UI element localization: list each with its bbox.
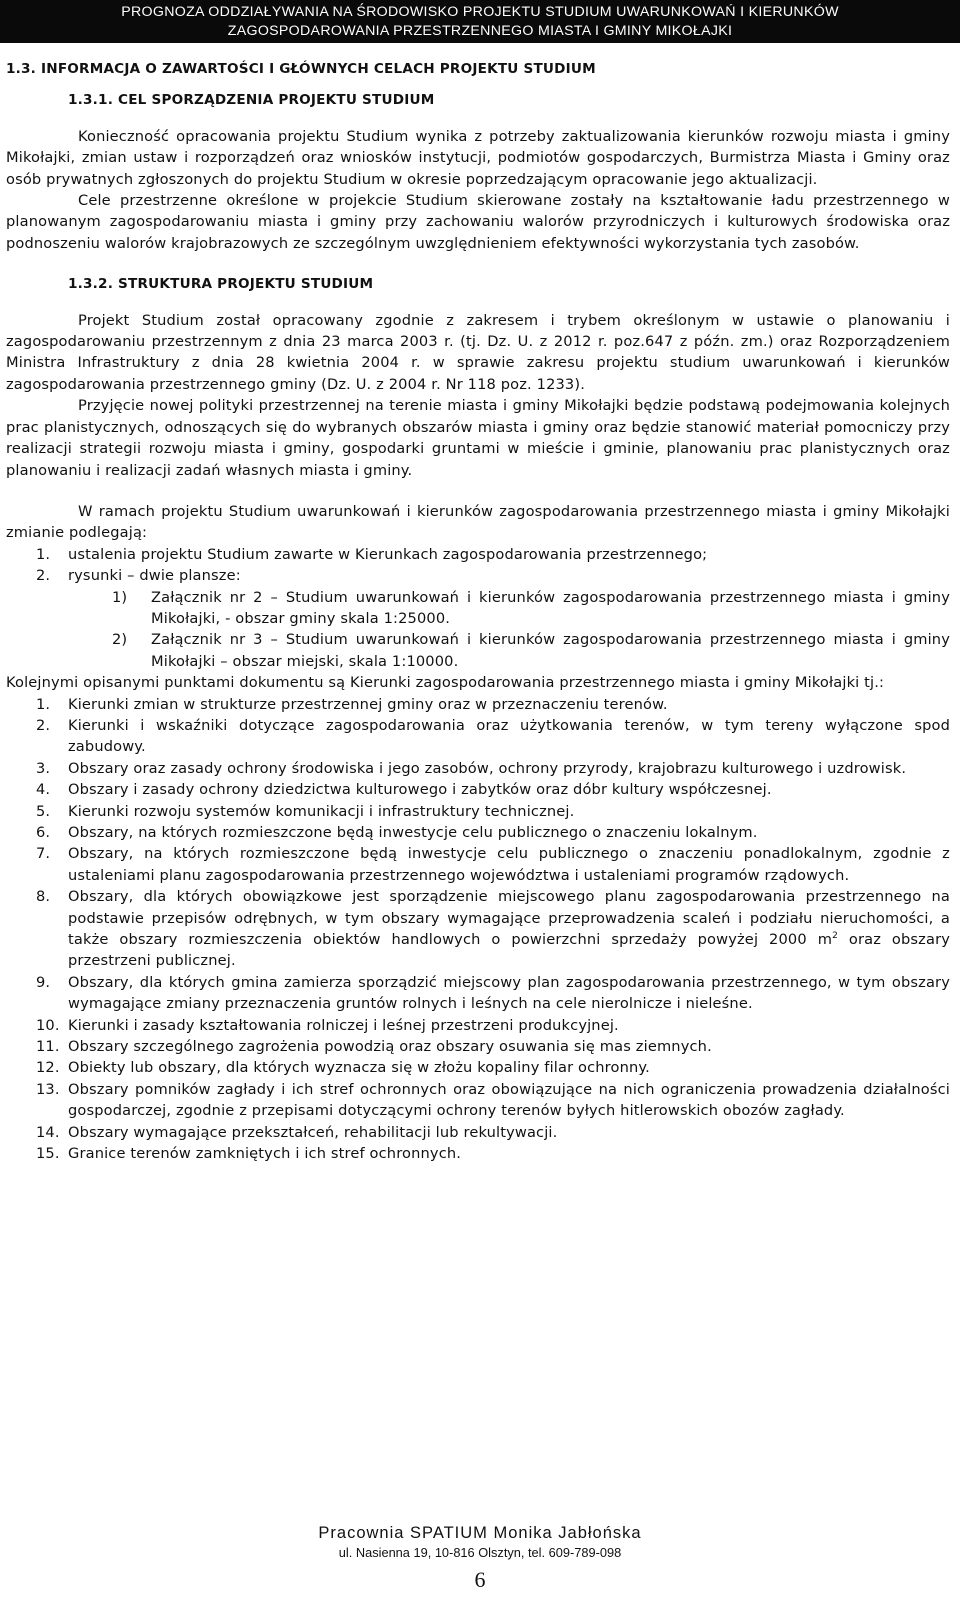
list-item: 9. Obszary, dla których gmina zamierza sporządzić miejscowy plan zagospodarowania przestrzennego, w tym obszary wymagające zmiany przeznaczenia gruntów rolnych i leśnych na cele nierolnicze i nieleśne.	[36, 973, 950, 1013]
page-footer	[0, 1522, 960, 1594]
list-item: 1) Załącznik nr 2 – Studium uwarunkowań i kierunków zagospodarowania przestrzennego miasta i gminy Mikołajki, - obszar gminy skala 1:25000.	[112, 588, 950, 627]
list-item: 2) Załącznik nr 3 – Studium uwarunkowań i kierunków zagospodarowania przestrzennego miasta i gminy Mikołajki – obszar miejski, skala 1:10000.	[112, 631, 950, 670]
section-heading	[6, 59, 950, 80]
subsection-number-1: 1.3.1.	[68, 92, 114, 109]
paragraph-structure-2: Przyjęcie nowej polityki przestrzennej na terenie miasta i gminy Mikołajki będzie podstawą podejmowania kolejnych prac planistycznych, odnoszących się do wybranych obszarów miasta i gminy oraz będzie stanowić materiał pomocniczy przy realizacji strategii rozwoju miasta i gminy, gospodarki gruntami w mieście i gminie, planowaniu prac planistycznych oraz planowaniu i realizacji zadań własnych miasta i gminy.	[6, 397, 950, 479]
list-item: 3. Obszary oraz zasady ochrony środowiska i jego zasobów, ochrony przyrody, krajobrazu kulturowego i uzdrowisk.	[36, 759, 907, 777]
list-item: 6. Obszary, na których rozmieszczone będą inwestycje celu publicznego o znaczeniu lokalnym.	[36, 824, 758, 841]
subsection-heading-2	[68, 274, 950, 295]
section-title: INFORMACJA O ZAWARTOŚCI I GŁÓWNYCH CELACH PROJEKTU STUDIUM	[40, 61, 596, 77]
document-body	[6, 59, 950, 1165]
list-item: 4. Obszary i zasady ochrony dziedzictwa kulturowego i zabytków oraz dóbr kultury współczesnej.	[36, 781, 772, 799]
paragraph-structure-4: Kolejnymi opisanymi punktami dokumentu są Kierunki zagospodarowania przestrzennego miasta i gminy Mikołajki tj.:	[6, 674, 885, 692]
page-number: 6	[474, 1567, 486, 1592]
list-item: 11. Obszary szczególnego zagrożenia powodzią oraz obszary osuwania się mas ziemnych.	[36, 1038, 712, 1056]
paragraph-purpose-2: Cele przestrzenne określone w projekcie Studium skierowane zostały na kształtowanie ładu przestrzennego w planowanym zagospodarowaniu miasta i gminy przy zachowaniu walorów przyrodniczych i kulturowych środowiska oraz podnoszeniu walorów krajobrazowych ze szczególnym uwzględnieniem efektywności wykorzystania tych zasobów.	[6, 192, 950, 252]
directions-list	[6, 694, 950, 1165]
list-item: 5. Kierunki rozwoju systemów komunikacji i infrastruktury technicznej.	[36, 802, 575, 820]
list-item: 10. Kierunki i zasady kształtowania rolniczej i leśnej przestrzeni produkcyjnej.	[36, 1016, 619, 1034]
running-header	[0, 0, 960, 43]
paragraph-structure-3: W ramach projektu Studium uwarunkowań i kierunków zagospodarowania przestrzennego miasta i gminy Mikołajki zmianie podlegają:	[6, 502, 950, 542]
subsection-heading-1	[68, 90, 950, 111]
footer-address: ul. Nasienna 19, 10-816 Olsztyn, tel. 609-789-098	[338, 1545, 622, 1560]
subsection-title-2: STRUKTURA PROJEKTU STUDIUM	[118, 276, 374, 293]
footer-company: Pracownia SPATIUM Monika Jabłońska	[318, 1524, 642, 1542]
subsection-title-1: CEL SPORZĄDZENIA PROJEKTU STUDIUM	[118, 92, 435, 109]
list-item: 2. rysunki – dwie plansze:	[36, 567, 241, 585]
header-line-1: PROGNOZA ODDZIAŁYWANIA NA ŚRODOWISKO PROJEKTU STUDIUM UWARUNKOWAŃ I KIERUNKÓW	[121, 4, 839, 20]
paragraph-purpose-1: Konieczność opracowania projektu Studium wynika z potrzeby zaktualizowania kierunków rozwoju miasta i gminy Mikołajki, zmian ustaw i rozporządzeń oraz wniosków instytucji, podmiotów gospodarczych, Burmistrza Miasta i Gminy oraz osób prywatnych zgłoszonych do projektu Studium w okresie poprzedzającym opracowanie jego aktualizacji.	[6, 127, 950, 188]
subsection-number-2: 1.3.2.	[68, 276, 114, 293]
list-item: 8. Obszary, dla których obowiązkowe jest sporządzenie miejscowego planu zagospodarowania przestrzennego na podstawie przepisów odrębnych, w tym obszary wymagające przeprowadzenia scaleń i podziału nieruchomości, a także obszary rozmieszczenia obiektów handlowych o powierzchni sprzedaży powyżej 2000 $m^2$ oraz obszary przestrzeni publicznej.	[36, 888, 951, 970]
paragraph-gap	[6, 481, 950, 501]
header-line-2: ZAGOSPODAROWANIA PRZESTRZENNEGO MIASTA I GMINY MIKOŁAJKI	[227, 23, 733, 39]
list-item: 7. Obszary, na których rozmieszczone będą inwestycje celu publicznego o znaczeniu ponadlokalnym, zgodnie z ustaleniami planu zagospodarowania przestrzennego województwa i ustaleniami programów rządowych.	[36, 845, 950, 884]
list-item: 2. Kierunki i wskaźniki dotyczące zagospodarowania oraz użytkowania terenów, w tym tereny wyłączone spod zabudowy.	[36, 716, 950, 756]
list-item: 15. Granice terenów zamkniętych i ich stref ochronnych.	[36, 1145, 462, 1163]
paragraph-structure-1: Projekt Studium został opracowany zgodnie z zakresem i trybem określonym w ustawie o planowaniu i zagospodarowaniu przestrzennym z dnia 23 marca 2003 r. (tj. Dz. U. z 2012 r. poz.647 z późn. zm.) oraz Rozporządzeniem Ministra Infrastruktury z dnia 28 kwietnia 2004 r. w sprawie zakresu projektu studium uwarunkowań i kierunków zagospodarowania przestrzennego gminy (Dz. U. z 2004 r. Nr 118 poz. 1233).	[6, 311, 950, 393]
list-item: 14. Obszary wymagające przekształceń, rehabilitacji lub rekultywacji.	[36, 1123, 558, 1141]
list-item: 1. ustalenia projektu Studium zawarte w Kierunkach zagospodarowania przestrzennego;	[36, 545, 708, 563]
list-item: 1. Kierunki zmian w strukturze przestrzennej gminy oraz w przeznaczeniu terenów.	[36, 695, 668, 713]
list-item: 12. Obiekty lub obszary, dla których wyznacza się w złożu kopaliny filar ochronny.	[36, 1059, 650, 1077]
drawings-list	[6, 587, 950, 673]
scope-list	[6, 544, 950, 587]
list-item: 13. Obszary pomników zagłady i ich stref ochronnych oraz obowiązujące na nich ograniczenia prowadzenia działalności gospodarczej, zgodnie z przepisami dotyczącymi ochrony terenów byłych hitlerowskich obozów zagłady.	[36, 1080, 950, 1120]
section-number: 1.3.	[6, 61, 37, 77]
